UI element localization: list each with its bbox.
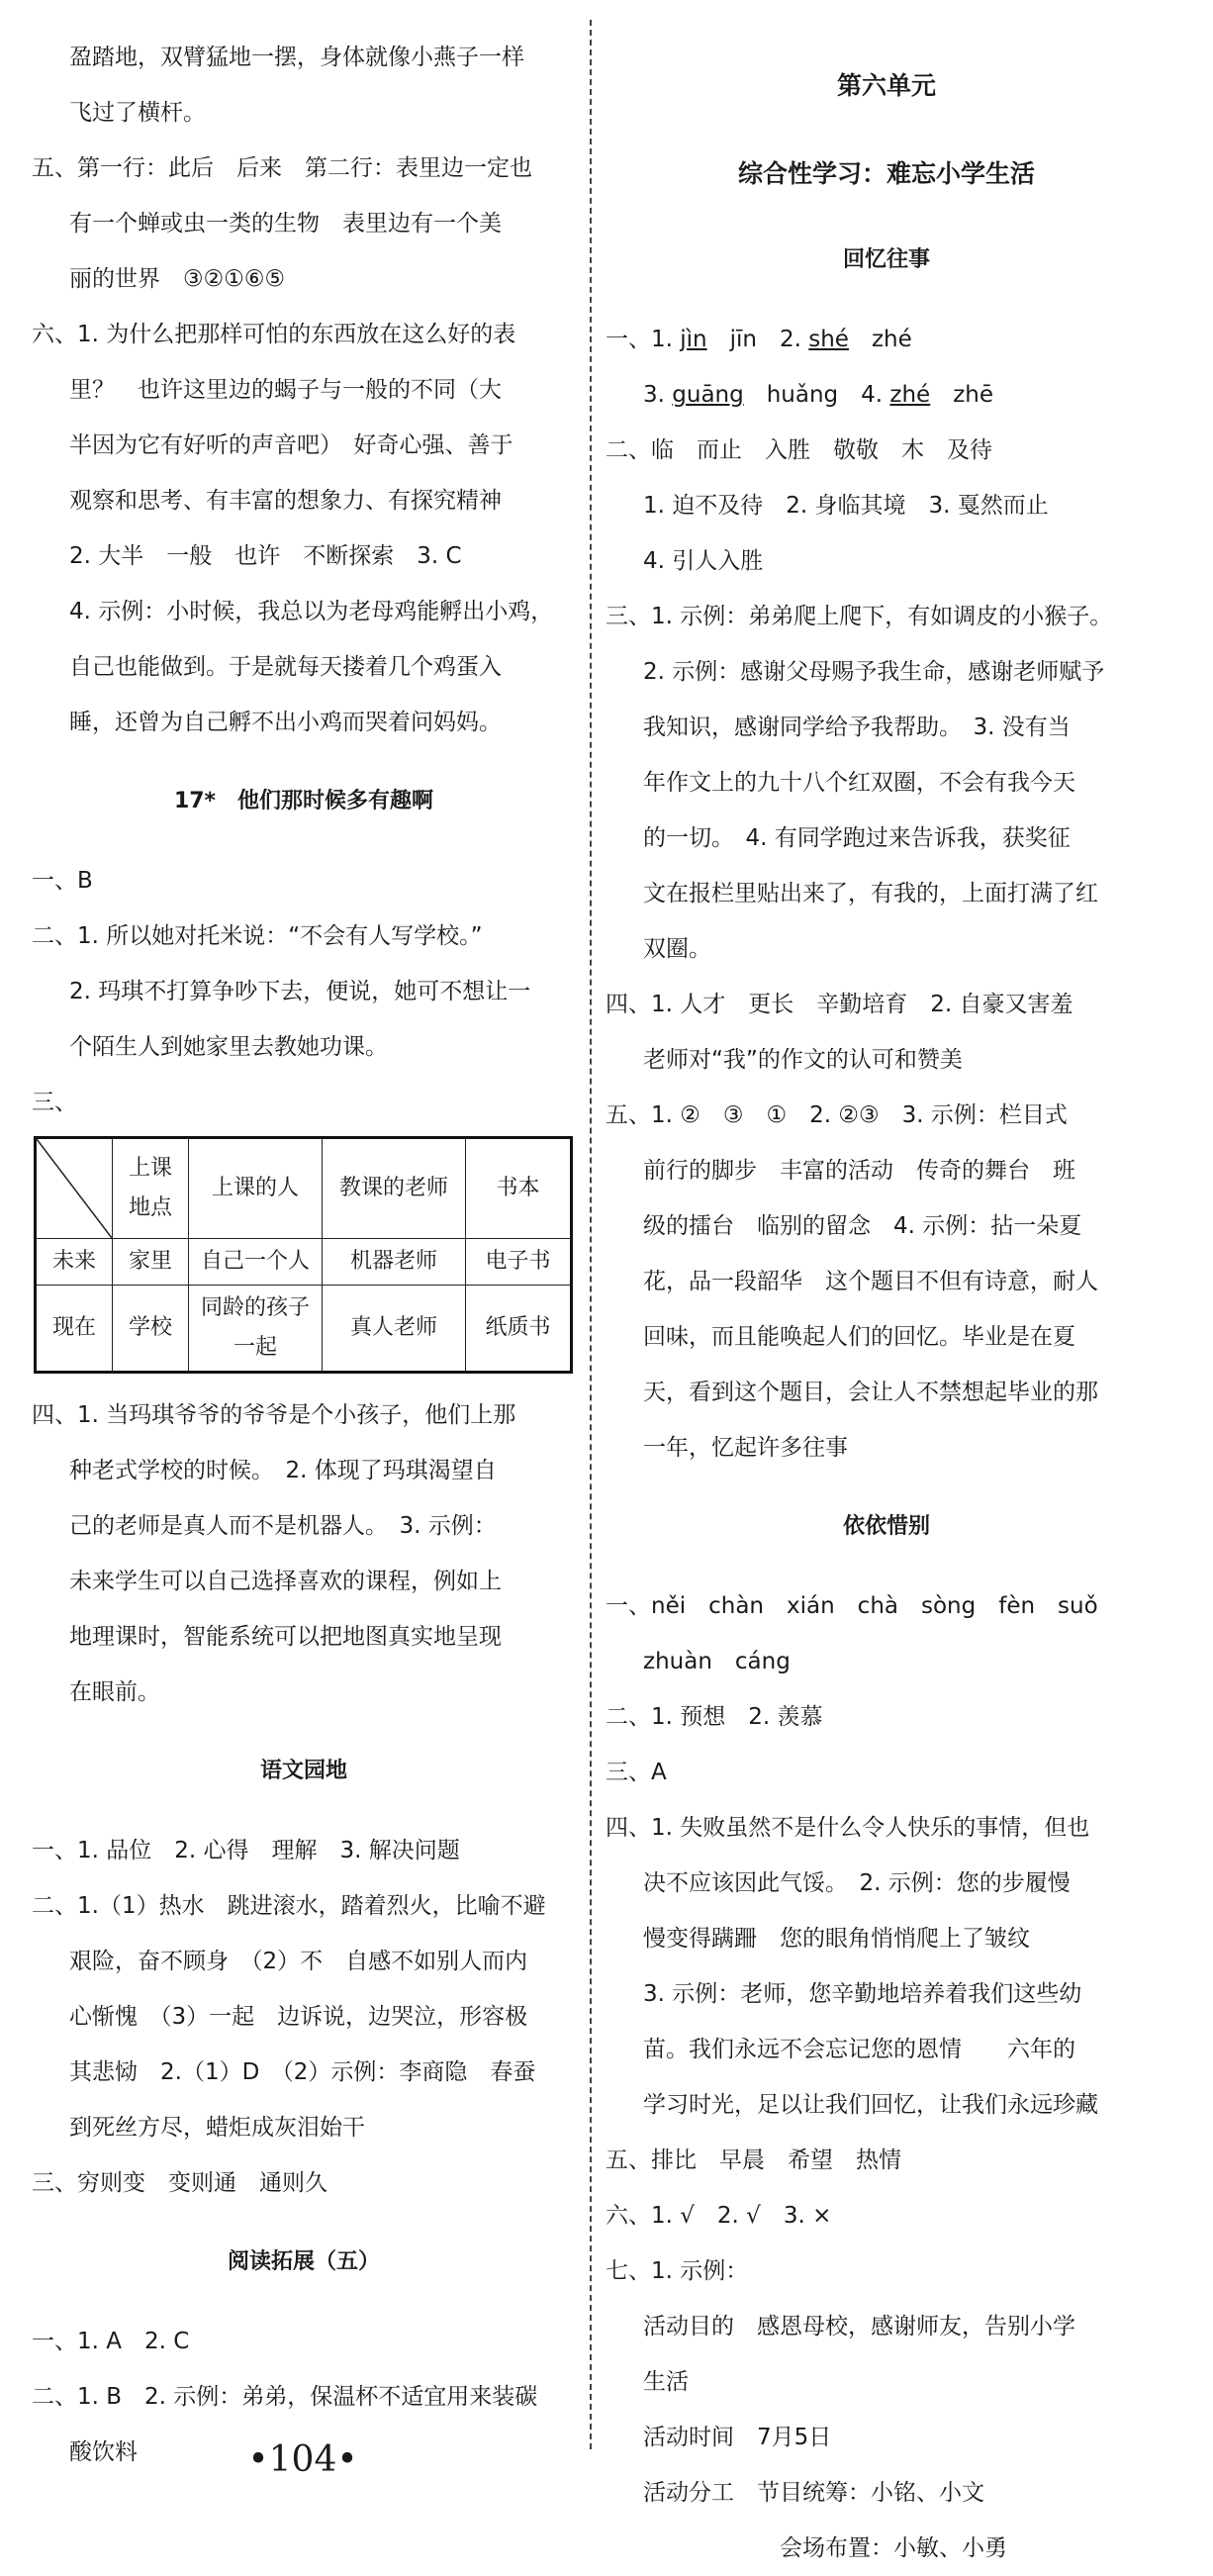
lesson-title: 回忆往事	[842, 247, 930, 272]
answer-line: 我知识，感谢同学给予我帮助。 3. 没有当	[643, 715, 1071, 740]
text-line: 飞过了横杆。	[69, 100, 206, 126]
table-cell: 家里	[113, 1239, 189, 1286]
text-segment: zhē	[930, 382, 994, 408]
table-cell: 电子书	[466, 1239, 572, 1286]
answer-line: 酸饮料	[69, 2439, 138, 2465]
answer-line: 会场布置：小敏、小勇	[780, 2535, 1007, 2561]
answer-line: 睡，还曾为自己孵不出小鸡而哭着问妈妈。	[69, 710, 502, 735]
answer-line: 4. 引人入胜	[643, 548, 764, 574]
text-segment: jīn 2.	[706, 327, 809, 352]
answer-line: 有一个蝉或虫一类的生物 表里边有一个美	[69, 211, 502, 237]
table-header-row	[36, 1138, 572, 1239]
page-number: •104•	[247, 2439, 358, 2480]
row-label: 现在	[36, 1286, 113, 1373]
table-row	[36, 1239, 572, 1286]
answer-line: 地理课时，智能系统可以把地图真实地呈现	[69, 1624, 502, 1650]
answer-line: 4. 示例：小时候，我总以为老母鸡能孵出小鸡，	[69, 599, 554, 624]
table-cell: 机器老师	[323, 1239, 466, 1286]
table-header: 教课的老师	[323, 1138, 466, 1239]
answer-line: 3. 示例：老师，您辛勤地培养着我们这些幼	[643, 1981, 1082, 2007]
column-divider	[590, 20, 592, 2449]
answer-line: 半因为它有好听的声音吧） 好奇心强、善于	[69, 432, 513, 458]
answer-line: 老师对“我”的作文的认可和赞美	[643, 1047, 963, 1073]
answer-line: 二、1. B 2. 示例：弟弟，保温杯不适宜用来装碳	[32, 2384, 538, 2410]
answer-line: 决不应该因此气馁。 2. 示例：您的步履慢	[643, 1870, 1071, 1896]
answer-line: 一、B	[32, 868, 93, 894]
answer-line: 天，看到这个题目，会让人不禁想起毕业的那	[643, 1380, 1098, 1405]
answer-line: 双圈。	[643, 936, 711, 962]
text-segment: huǎng 4.	[743, 382, 890, 408]
answer-line: 文在报栏里贴出来了，有我的，上面打满了红	[643, 881, 1098, 906]
answer-line: 年作文上的九十八个红双圈，不会有我今天	[643, 770, 1075, 796]
answer-line: 四、1. 人才 更长 辛勤培育 2. 自豪又害羞	[606, 992, 1073, 1017]
diagonal-corner-cell	[36, 1138, 113, 1239]
answer-line: 二、1.（1）热水 跳进滚水，踏着烈火，比喻不避	[32, 1893, 546, 1919]
answer-line: 回味，而且能唤起人们的回忆。毕业是在夏	[643, 1324, 1075, 1350]
answer-line	[606, 367, 1167, 423]
answer-line: 五、排比 早晨 希望 热情	[606, 2147, 901, 2173]
answer-line: 活动时间 7月5日	[643, 2425, 832, 2450]
answer-line: 级的擂台 临别的留念 4. 示例：拈一朵夏	[643, 1213, 1082, 1239]
answer-line: 其悲恸 2.（1）D （2）示例：李商隐 春蚕	[69, 2059, 536, 2085]
underlined-pinyin: zhé	[889, 382, 931, 408]
left-column	[32, 30, 576, 2480]
table-cell: 纸质书	[466, 1286, 572, 1373]
table-cell: 自己一个人	[189, 1239, 323, 1286]
lesson-title: 17* 他们那时候多有趣啊	[173, 789, 434, 813]
table-header: 书本	[466, 1138, 572, 1239]
answer-line: 生活	[643, 2369, 689, 2395]
lesson-title: 依依惜别	[842, 1514, 930, 1539]
answer-line: 四、1. 当玛琪爷爷的爷爷是个小孩子，他们上那	[32, 1402, 516, 1428]
answer-line: 活动分工 节目统筹：小铭、小文	[643, 2480, 984, 2506]
answer-line: 二、临 而止 入胜 敬敬 木 及待	[606, 437, 992, 463]
answer-line: zhuàn cáng	[643, 1649, 791, 1674]
answer-line: 活动目的 感恩母校，感谢师友，告别小学	[643, 2314, 1075, 2339]
answer-line: 丽的世界 ③②①⑥⑤	[69, 266, 286, 292]
answer-line: 在眼前。	[69, 1679, 160, 1705]
unit-subtitle: 综合性学习：难忘小学生活	[737, 159, 1035, 188]
section-title: 语文园地	[259, 1759, 347, 1783]
underlined-pinyin: jìn	[680, 327, 707, 352]
underlined-pinyin: shé	[808, 327, 849, 352]
text-line: 盈踏地，双臂猛地一摆，身体就像小燕子一样	[69, 45, 524, 70]
unit-title: 第六单元	[836, 71, 936, 100]
answer-line: 六、1. √ 2. √ 3. ×	[606, 2203, 832, 2229]
row-label: 未来	[36, 1239, 113, 1286]
answer-line: 己的老师是真人而不是机器人。 3. 示例：	[69, 1513, 497, 1539]
answer-line: 艰险，奋不顾身 （2）不 自感不如别人而内	[69, 1949, 528, 1974]
answer-line: 到死丝方尽，蜡炬成灰泪始干	[69, 2115, 365, 2141]
answer-line: 观察和思考、有丰富的想象力、有探究精神	[69, 488, 502, 514]
answer-line: 一、1. A 2. C	[32, 2329, 190, 2354]
section-title: 阅读拓展（五）	[227, 2249, 380, 2274]
answer-line: 六、1. 为什么把那样可怕的东西放在这么好的表	[32, 322, 516, 347]
table-row	[36, 1286, 572, 1373]
answer-line	[606, 312, 1167, 367]
answer-line: 七、1. 示例：	[606, 2258, 749, 2284]
answer-line: 三、	[32, 1090, 77, 1115]
table-cell: 学校	[113, 1286, 189, 1373]
answer-line: 前行的脚步 丰富的活动 传奇的舞台 班	[643, 1158, 1075, 1184]
answer-line: 里？ 也许这里边的蝎子与一般的不同（大	[69, 377, 502, 403]
answer-line: 个陌生人到她家里去教她功课。	[69, 1034, 388, 1060]
answer-line: 三、1. 示例：弟弟爬上爬下，有如调皮的小猴子。	[606, 604, 1113, 629]
answer-line: 种老式学校的时候。 2. 体现了玛琪渴望自	[69, 1458, 497, 1483]
table-header: 上课 地点	[113, 1138, 189, 1239]
right-column	[606, 30, 1167, 2576]
answer-line: 2. 玛琪不打算争吵下去，便说，她可不想让一	[69, 979, 531, 1004]
answer-line: 三、穷则变 变则通 通则久	[32, 2170, 327, 2196]
answer-line: 1. 迫不及待 2. 身临其境 3. 戛然而止	[643, 493, 1049, 519]
text-segment: zhé	[848, 327, 912, 352]
text-segment: 3.	[643, 382, 673, 408]
answer-line: 慢变得蹒跚 您的眼角悄悄爬上了皱纹	[643, 1926, 1030, 1952]
answer-line: 五、1. ② ③ ① 2. ②③ 3. 示例：栏目式	[606, 1102, 1068, 1128]
answer-line: 一、1. 品位 2. 心得 理解 3. 解决问题	[32, 1838, 460, 1863]
underlined-pinyin: guāng	[672, 382, 744, 408]
answer-line: 五、第一行：此后 后来 第二行：表里边一定也	[32, 155, 532, 181]
answer-line: 二、1. 预想 2. 羡慕	[606, 1704, 823, 1730]
answer-line: 2. 示例：感谢父母赐予我生命，感谢老师赋予	[643, 659, 1105, 685]
text-segment: 一、1.	[606, 327, 681, 352]
answer-line: 二、1. 所以她对托米说：“不会有人写学校。”	[32, 923, 483, 949]
comparison-table	[34, 1136, 573, 1374]
answer-line: 一年，忆起许多往事	[643, 1435, 848, 1461]
answer-line: 2. 大半 一般 也许 不断探索 3. C	[69, 543, 462, 569]
table-header: 上课的人	[189, 1138, 323, 1239]
answer-line: 学习时光，足以让我们回忆，让我们永远珍藏	[643, 2092, 1098, 2118]
answer-line: 三、A	[606, 1760, 667, 1785]
answer-line: 未来学生可以自己选择喜欢的课程，例如上	[69, 1569, 502, 1594]
answer-line: 四、1. 失败虽然不是什么令人快乐的事情，但也	[606, 1815, 1090, 1841]
answer-line: 心惭愧 （3）一起 边诉说，边哭泣，形容极	[69, 2004, 528, 2030]
answer-line: 自己也能做到。于是就每天搂着几个鸡蛋入	[69, 654, 502, 680]
answer-line: 苗。我们永远不会忘记您的恩情 六年的	[643, 2037, 1075, 2062]
table-cell: 真人老师	[323, 1286, 466, 1373]
table-cell: 同龄的孩子 一起	[189, 1286, 323, 1373]
answer-line: 的一切。 4. 有同学跑过来告诉我，获奖征	[643, 825, 1071, 851]
answer-line: 一、něi chàn xián chà sòng fèn suǒ	[606, 1593, 1098, 1619]
answer-line: 花，品一段韶华 这个题目不但有诗意，耐人	[643, 1269, 1098, 1294]
